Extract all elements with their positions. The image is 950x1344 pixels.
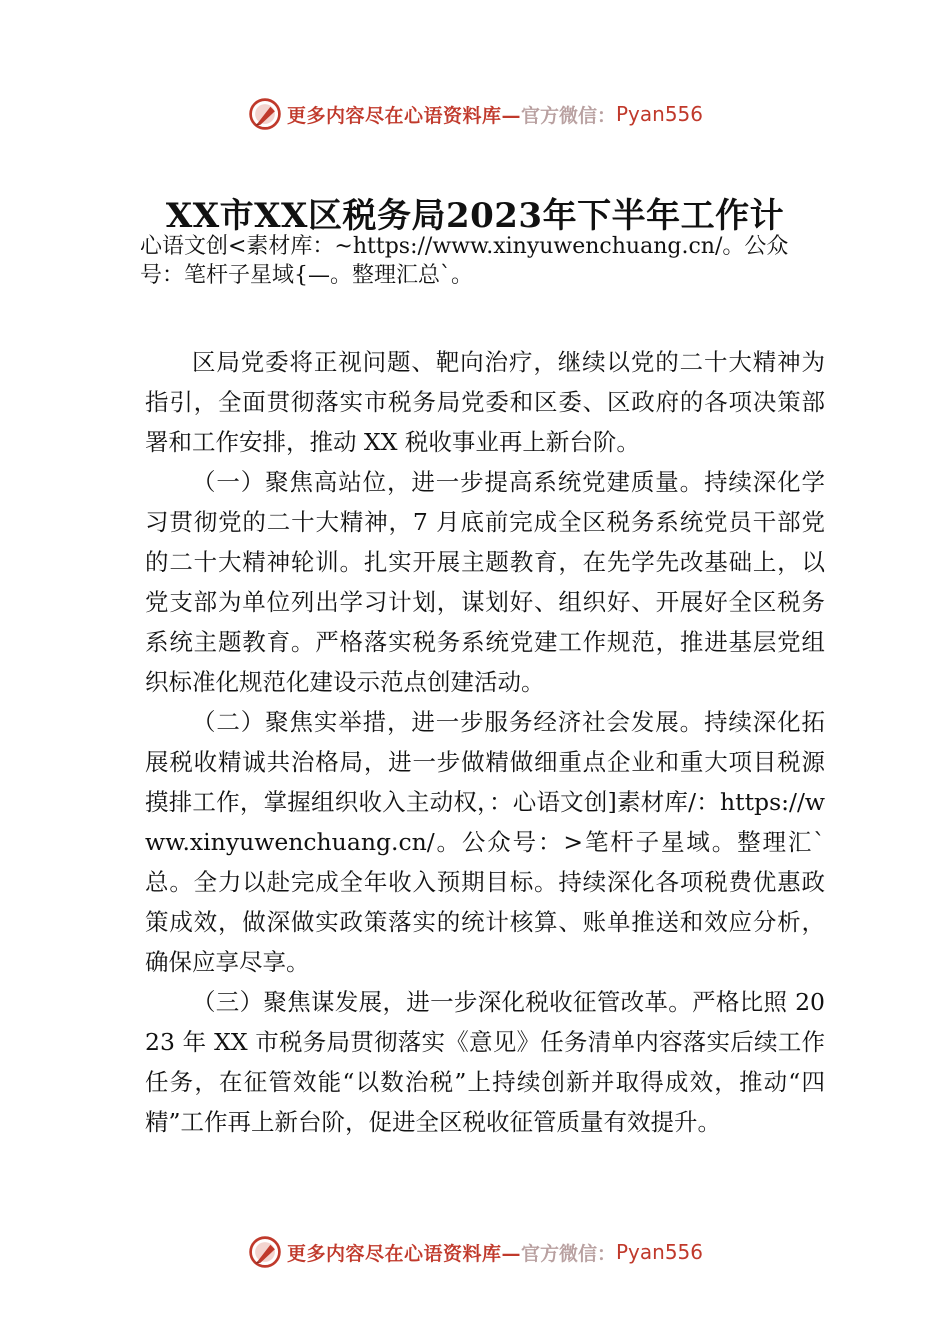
banner-wechat-label: 官方微信： xyxy=(520,104,616,127)
pen-nib-logo-icon xyxy=(247,1234,283,1270)
banner-text: 更多内容尽在心语资料库— xyxy=(286,104,521,127)
paragraph-intro: 区局党委将正视问题、靶向治疗，继续以党的二十大精神为指引，全面贯彻落实市税务局党委和区委、区政府的各项决策部署和工作安排，推动 XX 税收事业再上新台阶。 xyxy=(145,348,825,456)
footer-banner xyxy=(0,1232,950,1272)
document-title: XX市XX区税务局2023年下半年工作计 xyxy=(165,196,785,236)
paragraph-section-1: （一）聚焦高站位，进一步提高系统党建质量。持续深化学习贯彻党的二十大精神，7 月底前完成全区税务系统党员干部党的二十大精神轮训。扎实开展主题教育，在先学先改基础上，以党支部为单位列出学习计划，谋划好、组织好、开展好全区税务系统主题教育。严格落实税务系统党建工作规范，推进基层党组织标准化规范化建设示范点创建活动。 xyxy=(145,468,825,696)
banner-wechat-label: 官方微信： xyxy=(520,1242,616,1265)
pen-nib-logo-icon xyxy=(247,96,283,132)
document-body xyxy=(145,342,825,1142)
source-note: 心语文创<素材库：~https://www.xinyuwenchuang.cn/。公众号：笔杆子星域{—。整理汇总`。 xyxy=(140,234,789,288)
header-banner xyxy=(0,94,950,134)
banner-wechat-id: Pyan556 xyxy=(616,102,704,126)
paragraph-section-3: （三）聚焦谋发展，进一步深化税收征管改革。严格比照 2023 年 XX 市税务局贯彻落实《意见》任务清单内容落实后续工作任务，在征管效能“以数治税”上持续创新并取得成效，推动“四精”工作再上新台阶，促进全区税收征管质量有效提升。 xyxy=(145,988,825,1136)
banner-text: 更多内容尽在心语资料库— xyxy=(286,1242,521,1265)
banner-wechat-id: Pyan556 xyxy=(616,1240,704,1264)
paragraph-section-2: （二）聚焦实举措，进一步服务经济社会发展。持续深化拓展税收精诚共治格局，进一步做精做细重点企业和重大项目税源摸排工作，掌握组织收入主动权，：心语文创]素材库/：https://www.xinyuwenchuang.cn/。公众号：>笔杆子星域。整理汇`总。全力以赴完成全年收入预期目标。持续深化各项税费优惠政策成效，做深做实政策落实的统计核算、账单推送和效应分析，确保应享尽享。 xyxy=(145,708,825,976)
